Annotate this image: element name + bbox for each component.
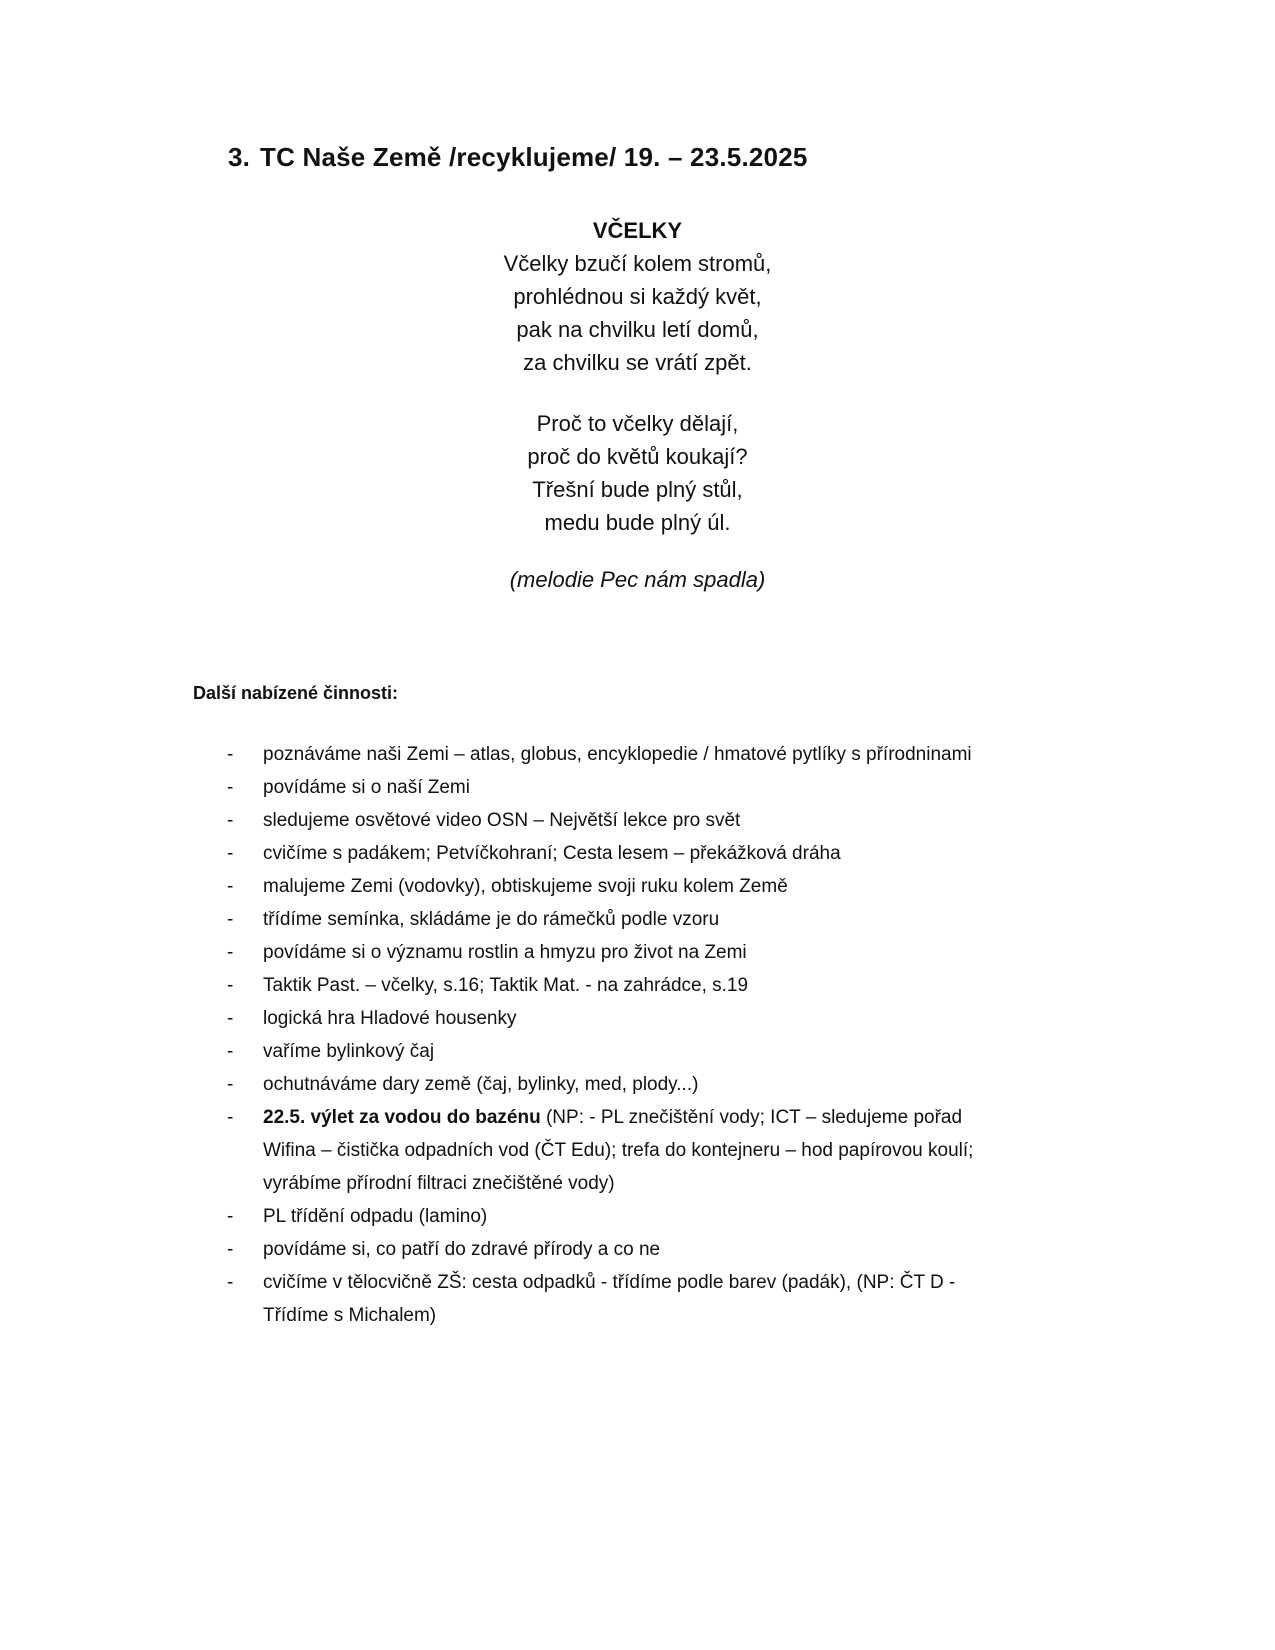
list-item [193, 804, 1093, 837]
gym-detail: Třídíme s Michalem) [263, 1305, 437, 1326]
page-heading [228, 142, 808, 173]
list-item [193, 870, 1093, 903]
bullet-dash: - [227, 1074, 234, 1095]
poem-line: za chvilku se vrátí zpět. [523, 350, 752, 375]
list-item [193, 1002, 1093, 1035]
activities-label: Další nabízené činnosti: [193, 683, 399, 703]
stanza-gap [0, 539, 1275, 563]
list-item-text: povídáme si o naší Zemi [263, 777, 470, 798]
trip-detail: (NP: - PL znečištění vody; ICT – sledujeme pořad [540, 1107, 963, 1128]
bullet-dash: - [227, 876, 234, 897]
heading-number: 3. [228, 142, 251, 172]
list-item-text: povídáme si o významu rostlin a hmyzu pro život na Zemi [263, 942, 747, 963]
list-item-text: logická hra Hladové housenky [263, 1008, 517, 1029]
activities-list [193, 738, 1093, 1332]
list-item [193, 1200, 1093, 1233]
bullet-dash: - [227, 1107, 234, 1128]
list-item-text: povídáme si, co patří do zdravé přírody a co ne [263, 1239, 661, 1260]
list-item [193, 771, 1093, 804]
poem-melody-note: (melodie Pec nám spadla) [509, 567, 766, 592]
poem-line: Třešní bude plný stůl, [532, 477, 743, 502]
list-item [193, 903, 1093, 936]
bullet-dash: - [227, 777, 234, 798]
bullet-dash: - [227, 1008, 234, 1029]
list-item-text: vaříme bylinkový čaj [263, 1041, 435, 1062]
list-item [193, 969, 1093, 1002]
gym-detail: cvičíme v tělocvičně ZŠ: cesta odpadků - třídíme podle barev (padák), (NP: ČT D - [263, 1272, 956, 1293]
bullet-dash: - [227, 810, 234, 831]
bullet-dash: - [227, 1272, 234, 1293]
bullet-dash: - [227, 909, 234, 930]
heading-text: TC Naše Země /recyklujeme/ 19. – 23.5.2025 [260, 142, 808, 172]
list-item-text: malujeme Zemi (vodovky), obtiskujeme svoji ruku kolem Země [263, 876, 788, 897]
list-item-text: cvičíme s padákem; Petvíčkohraní; Cesta lesem – překážková dráha [263, 843, 841, 864]
bullet-dash: - [227, 1041, 234, 1062]
list-item-text: PL třídění odpadu (lamino) [263, 1206, 488, 1227]
list-item [193, 1035, 1093, 1068]
trip-title: 22.5. výlet za vodou do bazénu [263, 1107, 541, 1128]
poem-title: VČELKY [592, 218, 683, 243]
list-item [193, 1233, 1093, 1266]
list-item-text: třídíme semínka, skládáme je do rámečků podle vzoru [263, 909, 720, 930]
poem-line: proč do květů koukají? [527, 444, 748, 469]
list-item-text: Taktik Past. – včelky, s.16; Taktik Mat. - na zahrádce, s.19 [263, 975, 749, 996]
list-item-text: sledujeme osvětové video OSN – Největší lekce pro svět [263, 810, 741, 831]
poem-line: medu bude plný úl. [544, 510, 731, 535]
bullet-dash: - [227, 843, 234, 864]
trip-detail: vyrábíme přírodní filtraci znečištěné vody) [263, 1173, 615, 1194]
poem-line: pak na chvilku letí domů, [516, 317, 759, 342]
list-item [193, 837, 1093, 870]
bullet-dash: - [227, 1206, 234, 1227]
poem-line: Včelky bzučí kolem stromů, [503, 251, 772, 276]
poem-line: Proč to včelky dělají, [536, 411, 739, 436]
bullet-dash: - [227, 1239, 234, 1260]
list-item [193, 738, 1093, 771]
list-item-text: poznáváme naši Zemi – atlas, globus, encyklopedie / hmatové pytlíky s přírodninami [263, 744, 972, 765]
list-item-gym [193, 1266, 1093, 1332]
list-item [193, 1068, 1093, 1101]
bullet-dash: - [227, 744, 234, 765]
list-item-text: ochutnáváme dary země (čaj, bylinky, med, plody...) [263, 1074, 699, 1095]
bullet-dash: - [227, 942, 234, 963]
poem [0, 214, 1275, 596]
poem-line: prohlédnou si každý květ, [513, 284, 762, 309]
stanza-gap [0, 379, 1275, 407]
list-item [193, 936, 1093, 969]
trip-detail: Wifina – čistička odpadních vod (ČT Edu); trefa do kontejneru – hod papírovou koulí; [263, 1140, 974, 1161]
bullet-dash: - [227, 975, 234, 996]
list-item-trip [193, 1101, 1093, 1200]
